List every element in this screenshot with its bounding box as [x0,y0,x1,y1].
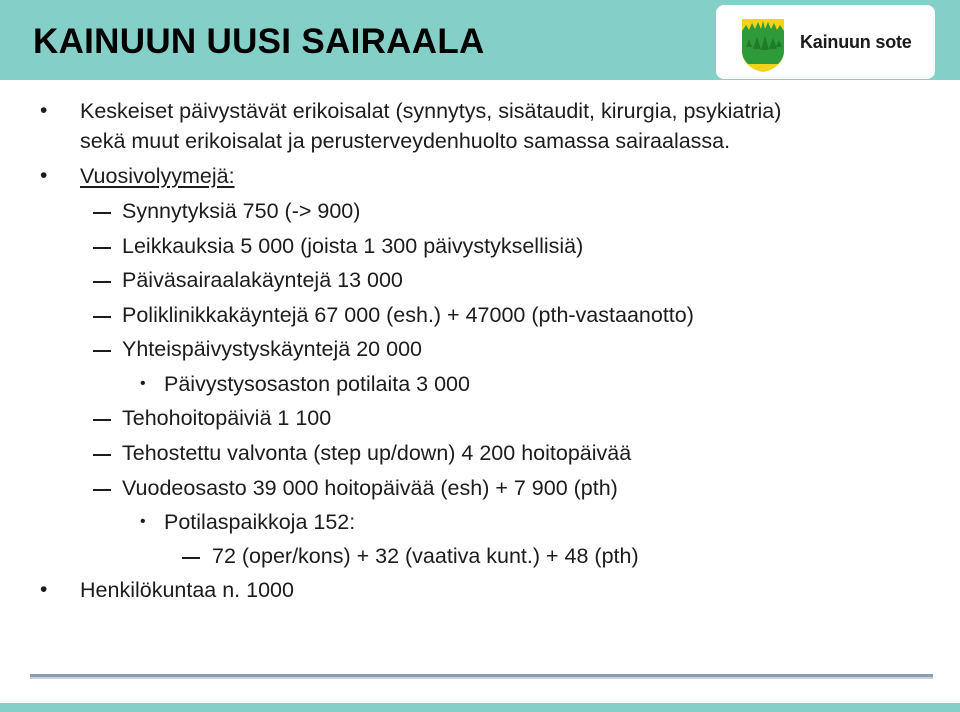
bullet-text: Henkilökuntaa n. 1000 [80,578,294,602]
bullet-text-continued: sekä muut erikoisalat ja perusterveydenhuolto samassa sairaalassa. [80,129,731,153]
sub-item: Poliklinikkakäyntejä 67 000 (esh.) + 47000 (pth-vastaanotto) [122,303,694,327]
dash-icon [182,557,200,559]
sub-sub-item: Potilaspaikkoja 152: [164,510,356,534]
logo-text: Kainuun sote [800,32,912,52]
bullet-icon: • [40,99,48,122]
footer-divider-shadow [30,677,933,679]
sub-item: Päiväsairaalakäyntejä 13 000 [122,268,403,292]
dash-icon [93,489,111,491]
footer-band [0,703,960,712]
bullet-icon: • [40,164,48,187]
slide-title: KAINUUN UUSI SAIRAALA [33,22,485,61]
sub-sub-item: Päivystysosaston potilaita 3 000 [164,372,470,396]
sub-item: Tehostettu valvonta (step up/down) 4 200 hoitopäivää [122,441,632,465]
sub-item: Synnytyksiä 750 (-> 900) [122,199,361,223]
dash-icon [93,316,111,318]
dash-icon [93,247,111,249]
sub-item: Leikkauksia 5 000 (joista 1 300 päivystyksellisiä) [122,234,584,258]
bullet-text: Keskeiset päivystävät erikoisalat (synnytys, sisätaudit, kirurgia, psykiatria) [80,99,782,123]
sub-item: Vuodeosasto 39 000 hoitopäivää (esh) + 7 900 (pth) [122,476,618,500]
bullet-icon: • [140,513,146,530]
dash-icon [93,454,111,456]
dash-icon [93,419,111,421]
bullet-icon: • [140,375,146,392]
bullet-icon: • [40,578,48,601]
dash-icon [93,212,111,214]
dash-icon [93,350,111,352]
sub-item: Yhteispäivystyskäyntejä 20 000 [122,337,422,361]
sub-sub-sub-item: 72 (oper/kons) + 32 (vaativa kunt.) + 48 (pth) [212,544,639,568]
sub-item: Tehohoitopäiviä 1 100 [122,406,332,430]
bullet-text: Vuosivolyymejä: [80,164,235,188]
dash-icon [93,281,111,283]
